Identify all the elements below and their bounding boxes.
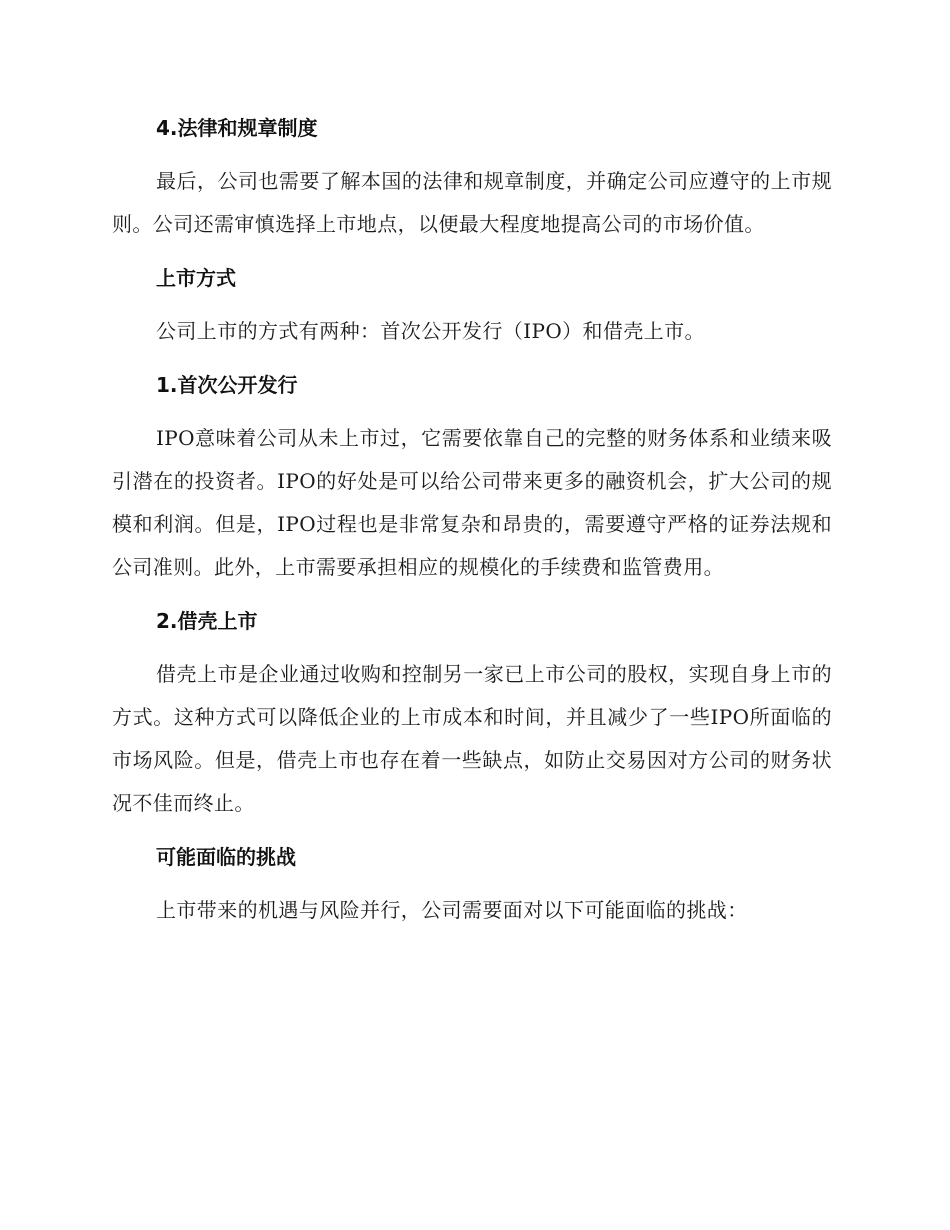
section-heading-challenges: 可能面临的挑战 (156, 845, 296, 869)
paragraph-listing-methods: 公司上市的方式有两种：首次公开发行（IPO）和借壳上市。 (156, 319, 705, 343)
document-body (112, 108, 832, 944)
paragraph-ipo: IPO意味着公司从未上市过，它需要依靠自己的完整的财务体系和业绩来吸引潜在的投资者。IPO的好处是可以给公司带来更多的融资机会，扩大公司的规模和利润。但是，IPO过程也是非常复杂和昂贵的，需要遵守严格的证券法规和公司准则。此外，上市需要承担相应的规模化的手续费和监管费用。 (112, 426, 832, 579)
paragraph-legal-regulations: 最后，公司也需要了解本国的法律和规章制度，并确定公司应遵守的上市规则。公司还需审慎选择上市地点，以便最大程度地提高公司的市场价值。 (112, 169, 832, 236)
section-heading-legal-regulations: 4.法律和规章制度 (156, 116, 318, 140)
section-heading-listing-methods: 上市方式 (156, 266, 236, 290)
paragraph-backdoor-listing: 借壳上市是企业通过收购和控制另一家已上市公司的股权，实现自身上市的方式。这种方式可以降低企业的上市成本和时间，并且减少了一些IPO所面临的市场风险。但是，借壳上市也存在着一些缺点，如防止交易因对方公司的财务状况不佳而终止。 (112, 662, 832, 815)
section-heading-backdoor-listing: 2.借壳上市 (156, 609, 258, 633)
section-heading-ipo: 1.首次公开发行 (156, 373, 298, 397)
paragraph-challenges: 上市带来的机遇与风险并行，公司需要面对以下可能面临的挑战： (156, 898, 748, 922)
